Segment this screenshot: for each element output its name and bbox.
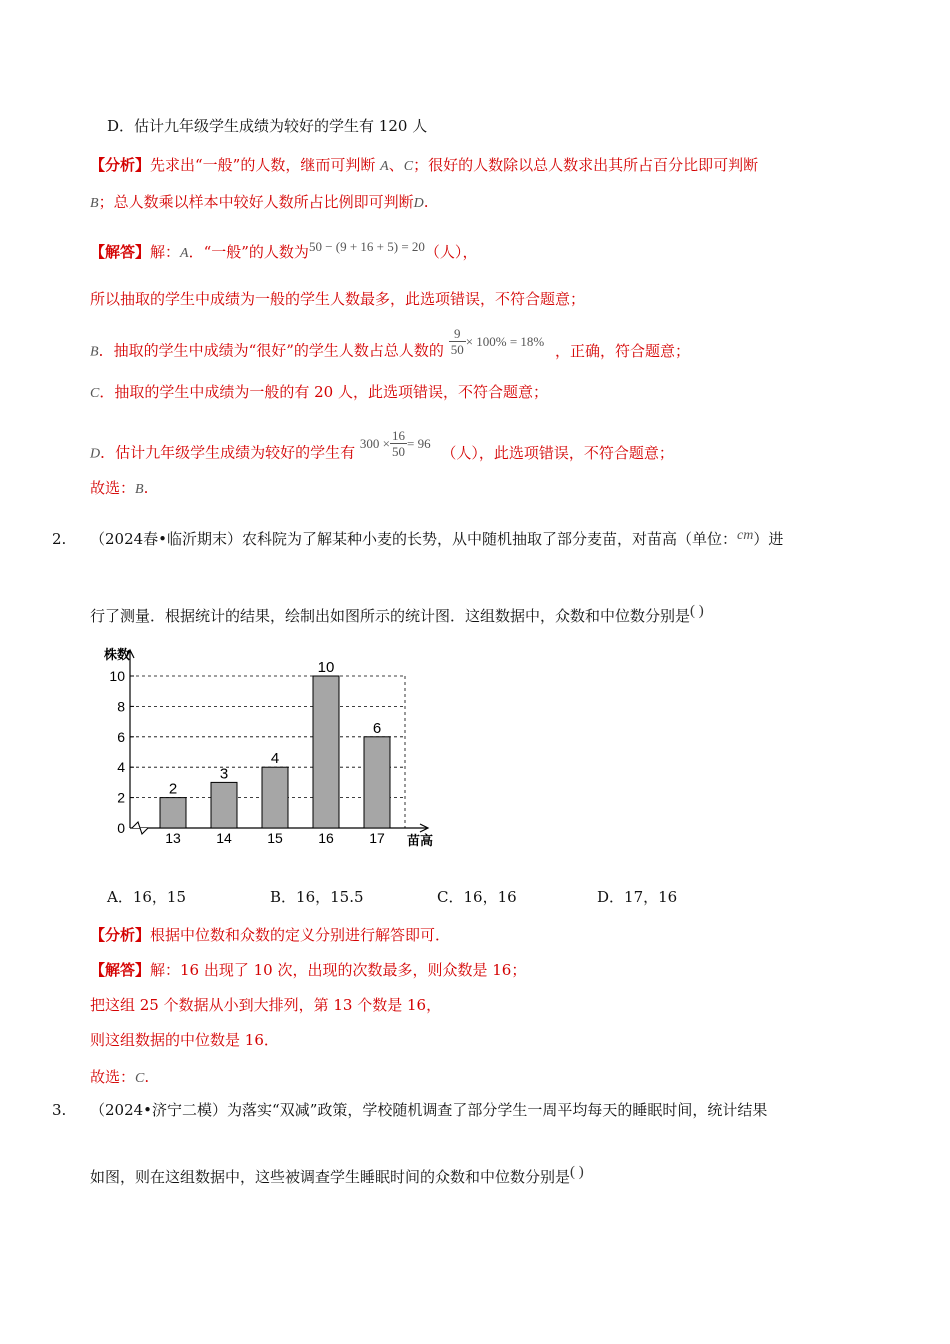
q2-analysis: 【分析】根据中位数和众数的定义分别进行解答即可． xyxy=(90,926,451,944)
q1-fraction-b: $\frac{9}{50}$ xyxy=(450,326,464,357)
q1-analysis-line2: B；总人数乘以样本中较好人数所占比例即可判断D. xyxy=(90,193,429,211)
y-tick-label: 10 xyxy=(109,668,125,684)
q3-stem-line2: 如图，则在这组数据中，这些被调查学生睡眠时间的众数和中位数分别是( ) xyxy=(90,1164,584,1186)
q1-eq-a: 50 − (9 + 16 + 5) = 20 xyxy=(308,239,425,254)
y-tick-label: 4 xyxy=(117,759,125,776)
q2-option-b[interactable]: B．16，15.5 xyxy=(270,888,364,906)
q1-fraction-d: $\frac{16}{50}$ xyxy=(392,428,406,459)
bar-value-label: 3 xyxy=(219,765,229,783)
bar-13 xyxy=(160,798,186,828)
x-tick-label: 13 xyxy=(165,830,181,846)
q2-answer-line2: 把这组 25 个数据从小到大排列，第 13 个数是 16， xyxy=(90,996,442,1014)
x-tick-label: 14 xyxy=(216,830,232,846)
bar-value-label: 2 xyxy=(168,780,178,798)
bar-chart xyxy=(100,645,450,855)
q2-option-c[interactable]: C．16，16 xyxy=(437,888,517,906)
q1-answer-a2: 所以抽取的学生中成绩为一般的学生人数最多，此选项错误，不符合题意； xyxy=(90,290,586,308)
q1-answer-a: 【解答】解：A．“一般”的人数为50 − (9 + 16 + 5) = 20（人）， xyxy=(90,239,478,261)
q1-choice: 故选：B. xyxy=(90,479,149,497)
bar-value-label: 10 xyxy=(317,659,335,676)
y-tick-label: 2 xyxy=(117,789,125,806)
q1-answer-d: D．估计九年级学生成绩为较好的学生有 300 × $\frac{16}{50}$ = 96 （人），此选项错误，不符合题意； xyxy=(90,428,674,462)
q1-option-d: D．估计九年级学生成绩为较好的学生有 120 人 xyxy=(107,117,428,135)
x-tick-label: 16 xyxy=(318,830,334,846)
y-tick-label: 6 xyxy=(117,728,125,745)
q3-stem-line1: （2024•济宁二模）为落实“双减”政策，学校随机调查了部分学生一周平均每天的睡眠时间，统计结果 xyxy=(90,1101,768,1119)
bar-17 xyxy=(364,737,390,828)
q1-answer-label: 【解答】 xyxy=(90,243,151,261)
bar-16 xyxy=(313,676,339,828)
q2-answer-line1: 【解答】解：16 出现了 10 次，出现的次数最多，则众数是 16； xyxy=(90,961,527,979)
q3-answer-blank: ( ) xyxy=(570,1164,584,1180)
axis-break xyxy=(132,822,148,834)
q2-stem-line2: 行了测量．根据统计的结果，绘制出如图所示的统计图．这组数据中，众数和中位数分别是( ) xyxy=(90,603,704,625)
q1-answer-c: C．抽取的学生中成绩为一般的有 20 人，此选项错误，不符合题意； xyxy=(90,383,548,401)
q1-analysis-label: 【分析】 xyxy=(90,156,151,174)
q1-answer-b: B．抽取的学生中成绩为“很好”的学生人数占总人数的 $\frac{9}{50}$ × 100% = 18% ，正确，符合题意； xyxy=(90,326,691,360)
q2-stem-line1: （2024春•临沂期末）农科院为了解某种小麦的长势，从中随机抽取了部分麦苗，对苗高（单位：cm）进 xyxy=(90,528,784,548)
q1-analysis-line1: 【分析】先求出“一般”的人数，继而可判断 A、C；很好的人数除以总人数求出其所占百分比即可判断 xyxy=(90,156,759,174)
q3-number: 3. xyxy=(52,1101,67,1119)
q2-option-d[interactable]: D．17，16 xyxy=(597,888,678,906)
q2-answer-line3: 则这组数据的中位数是 16． xyxy=(90,1031,279,1049)
q2-choice: 故选：C. xyxy=(90,1068,150,1086)
x-tick-label: 17 xyxy=(369,830,385,846)
bar-value-label: 4 xyxy=(270,750,280,768)
y-tick-label: 8 xyxy=(117,698,125,715)
y-axis-title: 株数 xyxy=(104,647,131,662)
q2-option-a[interactable]: A．16，15 xyxy=(107,888,187,906)
x-axis-title: 苗高 xyxy=(407,833,434,848)
y-tick-label: 0 xyxy=(117,820,125,836)
bar-value-label: 6 xyxy=(372,719,382,737)
bar-14 xyxy=(211,782,237,828)
q2-number: 2. xyxy=(52,530,67,548)
bar-15 xyxy=(262,767,288,828)
q2-answer-blank: ( ) xyxy=(690,603,704,619)
x-tick-label: 15 xyxy=(267,830,283,846)
